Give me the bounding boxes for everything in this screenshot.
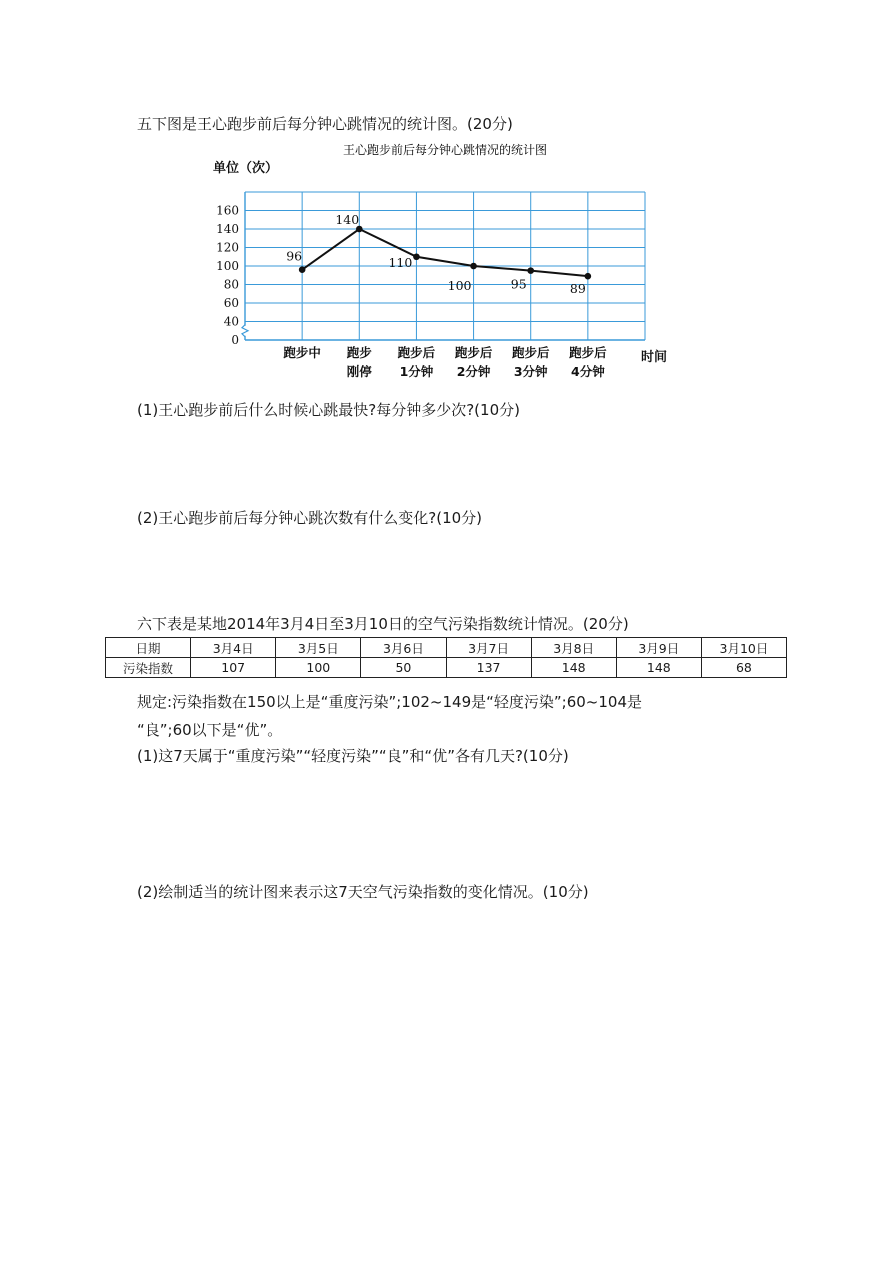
y-tick-label: 80 <box>223 277 239 292</box>
table-cell: 137 <box>446 658 531 678</box>
data-label: 140 <box>335 212 360 227</box>
section6-title: 六下表是某地2014年3月4日至3月10日的空气污染指数统计情况。(20分) <box>137 615 629 633</box>
heart-rate-line-chart <box>195 140 668 390</box>
y-tick-label: 100 <box>216 259 239 273</box>
data-label: 95 <box>510 276 527 292</box>
data-point <box>299 266 306 273</box>
section6-question-2: (2)绘制适当的统计图来表示这7天空气污染指数的变化情况。(10分) <box>137 883 589 901</box>
heart-rate-series-line <box>302 229 588 276</box>
section5-title: 五下图是王心跑步前后每分钟心跳情况的统计图。(20分) <box>137 115 513 133</box>
y-tick-label: 40 <box>223 314 239 329</box>
data-point <box>585 273 592 280</box>
data-label: 110 <box>388 254 413 270</box>
data-labels <box>286 212 586 296</box>
x-category-label: 跑步后 1分钟 <box>397 345 436 379</box>
data-point <box>527 267 534 274</box>
table-cell: 3月4日 <box>191 638 276 658</box>
rule-text-line-1: 规定:污染指数在150以上是“重度污染”;102~149是“轻度污染”;60~104是 <box>137 693 642 711</box>
table-cell: 107 <box>191 658 276 678</box>
table-row <box>106 658 787 678</box>
y-tick-label: 120 <box>216 240 239 255</box>
table-cell: 3月6日 <box>361 638 446 658</box>
table-cell: 3月7日 <box>446 638 531 658</box>
x-axis-label: 时间 <box>641 350 668 365</box>
table-cell: 100 <box>276 658 361 678</box>
y-tick-labels <box>216 204 239 348</box>
pollution-index-table <box>105 637 787 678</box>
y-tick-label: 60 <box>223 296 239 310</box>
section6-question-1: (1)这7天属于“重度污染”“轻度污染”“良”和“优”各有几天?(10分) <box>137 747 569 765</box>
x-category-label: 跑步后 3分钟 <box>511 345 550 379</box>
table-cell: 日期 <box>106 638 191 658</box>
table-cell: 3月5日 <box>276 638 361 658</box>
section5-question-1: (1)王心跑步前后什么时候心跳最快?每分钟多少次?(10分) <box>137 401 520 419</box>
y-tick-label: 140 <box>216 222 239 236</box>
table-cell: 3月9日 <box>616 638 701 658</box>
rule-text-line-2: “良”;60以下是“优”。 <box>137 721 283 739</box>
chart-grid <box>242 192 645 340</box>
table-cell: 148 <box>616 658 701 678</box>
data-label: 96 <box>286 248 303 264</box>
x-category-label: 跑步刚停 <box>346 345 372 379</box>
data-label: 89 <box>569 281 586 297</box>
table-cell: 污染指数 <box>106 658 191 678</box>
chart-title: 王心跑步前后每分钟心跳情况的统计图 <box>342 143 548 157</box>
data-point <box>413 253 420 260</box>
table-cell: 50 <box>361 658 446 678</box>
y-axis-unit-label: 单位（次） <box>213 161 279 176</box>
table-cell: 3月8日 <box>531 638 616 658</box>
x-category-label: 跑步中 <box>283 345 321 360</box>
data-label: 100 <box>447 278 472 293</box>
x-category-label: 跑步后 4分钟 <box>569 345 607 379</box>
x-category-labels <box>283 345 607 379</box>
table-cell: 68 <box>701 658 786 678</box>
table-cell: 148 <box>531 658 616 678</box>
x-category-label: 跑步后 2分钟 <box>454 345 493 379</box>
y-tick-label: 0 <box>231 333 239 347</box>
section5-question-2: (2)王心跑步前后每分钟心跳次数有什么变化?(10分) <box>137 509 483 527</box>
data-point <box>470 263 477 270</box>
y-tick-label: 160 <box>216 203 239 218</box>
table-header-row <box>106 638 787 658</box>
table-cell: 3月10日 <box>701 638 786 658</box>
